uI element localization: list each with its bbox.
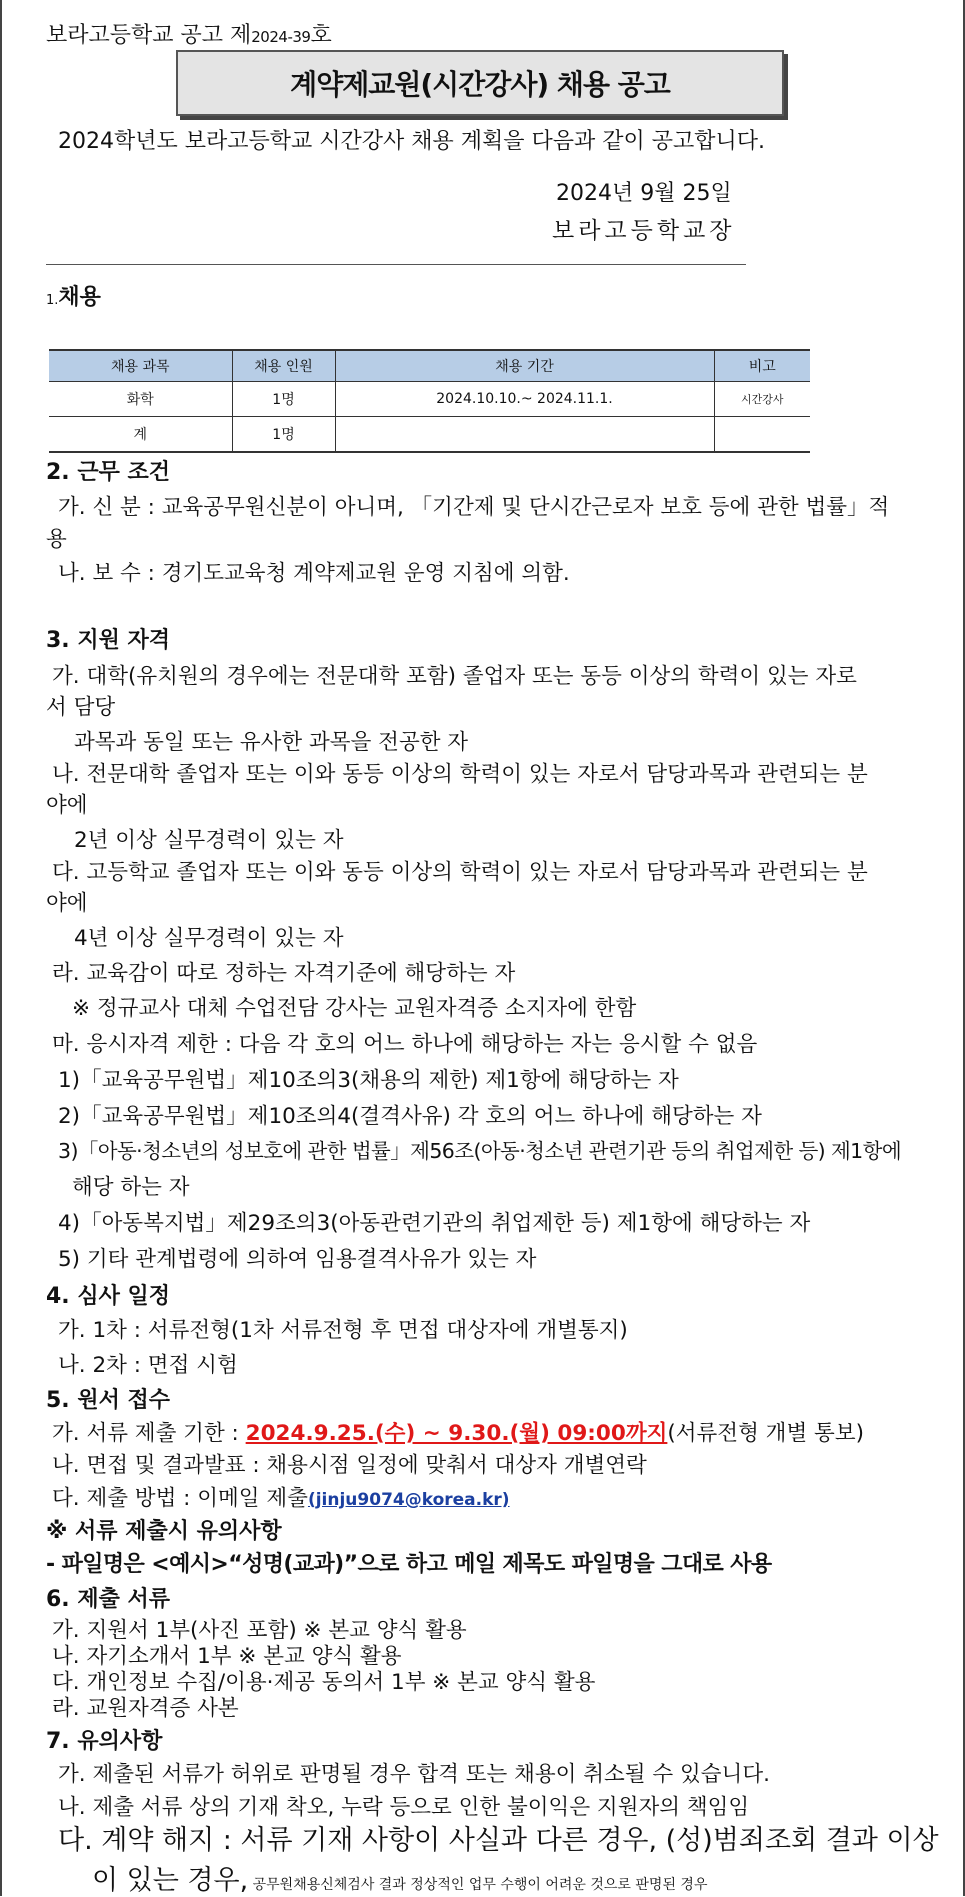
section-7-item-c: 다. 계약 해지 : 서류 기재 사항이 사실과 다른 경우, (성)범죄조회 결과 이상 — [58, 1825, 939, 1856]
section-3-heading: 3. 지원 자격 — [46, 628, 170, 653]
section-5-item-c: 다. 제출 방법 : 이메일 제출(jinju9074@korea.kr) — [52, 1486, 510, 1511]
section-6-item: 라. 교원자격증 사본 — [52, 1696, 239, 1721]
section-2-item-a-cont: 용 — [46, 527, 67, 552]
section-6-item: 가. 지원서 1부(사진 포함) ※ 본교 양식 활용 — [52, 1618, 467, 1643]
section-6-item: 다. 개인정보 수집/이용·제공 동의서 1부 ※ 본교 양식 활용 — [52, 1670, 596, 1695]
section-7-item-a: 가. 제출된 서류가 허위로 판명될 경우 합격 또는 채용이 취소될 수 있습니다. — [58, 1762, 770, 1787]
section-3-item-a-cont2: 과목과 동일 또는 유사한 과목을 전공한 자 — [74, 730, 469, 755]
section-3-item-d: 라. 교육감이 따로 정하는 자격기준에 해당하는 자 — [52, 961, 516, 986]
section-3-item-e3: 3)「아동·청소년의 성보호에 관한 법률」제56조(아동·청소년 관련기관 등의 취업제한 등) 제1항에 — [58, 1139, 902, 1163]
notice-number: 보라고등학교 공고 제2024-39호 — [46, 23, 332, 48]
section-3-item-b: 나. 전문대학 졸업자 또는 이와 동등 이상의 학력이 있는 자로서 담당과목과 관련되는 분 — [52, 762, 868, 787]
section-3-item-e4: 4)「아동복지법」제29조의3(아동관련기관의 취업제한 등) 제1항에 해당하는 자 — [58, 1211, 811, 1236]
section-5-item-a: 가. 서류 제출 기한 : 2024.9.25.(수) ~ 9.30.(월) 09:00까지(서류전형 개별 통보) — [52, 1421, 864, 1446]
col-count: 채용 인원 — [232, 350, 335, 382]
section-2-item-b: 나. 보 수 : 경기도교육청 계약제교원 운영 지침에 의함. — [58, 561, 570, 586]
section-3-item-d-note: ※ 정규교사 대체 수업전담 강사는 교원자격증 소지자에 한함 — [72, 996, 637, 1021]
section-3-item-c-cont: 야에 — [46, 891, 88, 916]
table-row-total — [49, 417, 810, 453]
hiring-table — [49, 349, 810, 453]
cell-period: 2024.10.10.~ 2024.11.1. — [335, 382, 714, 417]
section-6-heading: 6. 제출 서류 — [46, 1587, 170, 1612]
section-4-heading: 4. 심사 일정 — [46, 1284, 170, 1309]
section-5-item-b: 나. 면접 및 결과발표 : 채용시점 일정에 맞춰서 대상자 개별연락 — [52, 1453, 647, 1478]
section-3-item-e3-cont: 해당 하는 자 — [72, 1175, 190, 1200]
email-link[interactable]: (jinju9074@korea.kr) — [307, 1490, 510, 1510]
section-3-item-b-cont: 야에 — [46, 793, 88, 818]
submission-note-heading: ※ 서류 제출시 유의사항 — [46, 1519, 282, 1544]
section-6-item: 나. 자기소개서 1부 ※ 본교 양식 활용 — [52, 1644, 402, 1669]
section-7-heading: 7. 유의사항 — [46, 1729, 163, 1754]
section-7-item-c-cont: 이 있는 경우, 공무원채용신체검사 결과 정상적인 업무 수행이 어려운 것으로 판명된 경우 — [92, 1865, 708, 1896]
intro-text: 2024학년도 보라고등학교 시간강사 채용 계획을 다음과 같이 공고합니다. — [58, 129, 765, 154]
cell-subject: 화학 — [49, 382, 232, 417]
section-3-item-a-cont: 서 담당 — [46, 695, 116, 720]
principal-signature: 보라고등학교장 — [552, 218, 736, 244]
section-3-item-e2: 2)「교육공무원법」제10조의4(결격사유) 각 호의 어느 하나에 해당하는 자 — [58, 1104, 762, 1129]
col-subject: 채용 과목 — [49, 350, 232, 382]
section-7-item-b: 나. 제출 서류 상의 기재 착오, 누락 등으로 인한 불이익은 지원자의 책임임 — [58, 1795, 750, 1820]
cell-total-label: 계 — [49, 417, 232, 453]
section-3-item-b-cont2: 2년 이상 실무경력이 있는 자 — [74, 828, 344, 853]
notice-number-value: 2024-39 — [251, 28, 311, 46]
section-2-item-a: 가. 신 분 : 교육공무원신분이 아니며, 「기간제 및 단시간근로자 보호 등에 관한 법률」적 — [58, 495, 890, 520]
col-period: 채용 기간 — [335, 350, 714, 382]
section-3-item-e5: 5) 기타 관계법령에 의하여 임용결격사유가 있는 자 — [58, 1247, 537, 1272]
cell-total-remarks — [714, 417, 810, 453]
section-3-item-a: 가. 대학(유치원의 경우에는 전문대학 포함) 졸업자 또는 동등 이상의 학력이 있는 자로 — [52, 664, 857, 689]
cell-total-period — [335, 417, 714, 453]
section-4-item-b: 나. 2차 : 면접 시험 — [58, 1353, 238, 1378]
submission-deadline: 2024.9.25.(수) ~ 9.30.(월) 09:00까지 — [245, 1421, 668, 1446]
section-2-heading: 2. 근무 조건 — [46, 460, 170, 485]
table-header-row — [49, 350, 810, 382]
issue-date: 2024년 9월 25일 — [556, 181, 732, 206]
submission-note-text: - 파일명은 <예시>“성명(교과)”으로 하고 메일 제목도 파일명을 그대로 사용 — [46, 1552, 772, 1577]
col-remarks: 비고 — [714, 350, 810, 382]
table-row — [49, 382, 810, 417]
page-left-border — [0, 0, 2, 1896]
section-5-heading: 5. 원서 접수 — [46, 1388, 170, 1413]
section-4-item-a: 가. 1차 : 서류전형(1차 서류전형 후 면접 대상자에 개별통지) — [58, 1318, 628, 1343]
cell-count: 1명 — [232, 382, 335, 417]
section-3-item-c: 다. 고등학교 졸업자 또는 이와 동등 이상의 학력이 있는 자로서 담당과목과 관련되는 분 — [52, 860, 868, 885]
document-title: 계약제교원(시간강사) 채용 공고 — [176, 50, 784, 116]
cell-total-count: 1명 — [232, 417, 335, 453]
cell-remarks: 시간강사 — [714, 382, 810, 417]
section-3-item-e: 마. 응시자격 제한 : 다음 각 호의 어느 하나에 해당하는 자는 응시할 수 없음 — [52, 1032, 758, 1057]
section-3-item-c-cont2: 4년 이상 실무경력이 있는 자 — [74, 926, 344, 951]
section-3-item-e1: 1)「교육공무원법」제10조의3(채용의 제한) 제1항에 해당하는 자 — [58, 1068, 679, 1093]
section-1-heading: 1.채용 — [46, 285, 101, 310]
divider — [46, 264, 746, 265]
